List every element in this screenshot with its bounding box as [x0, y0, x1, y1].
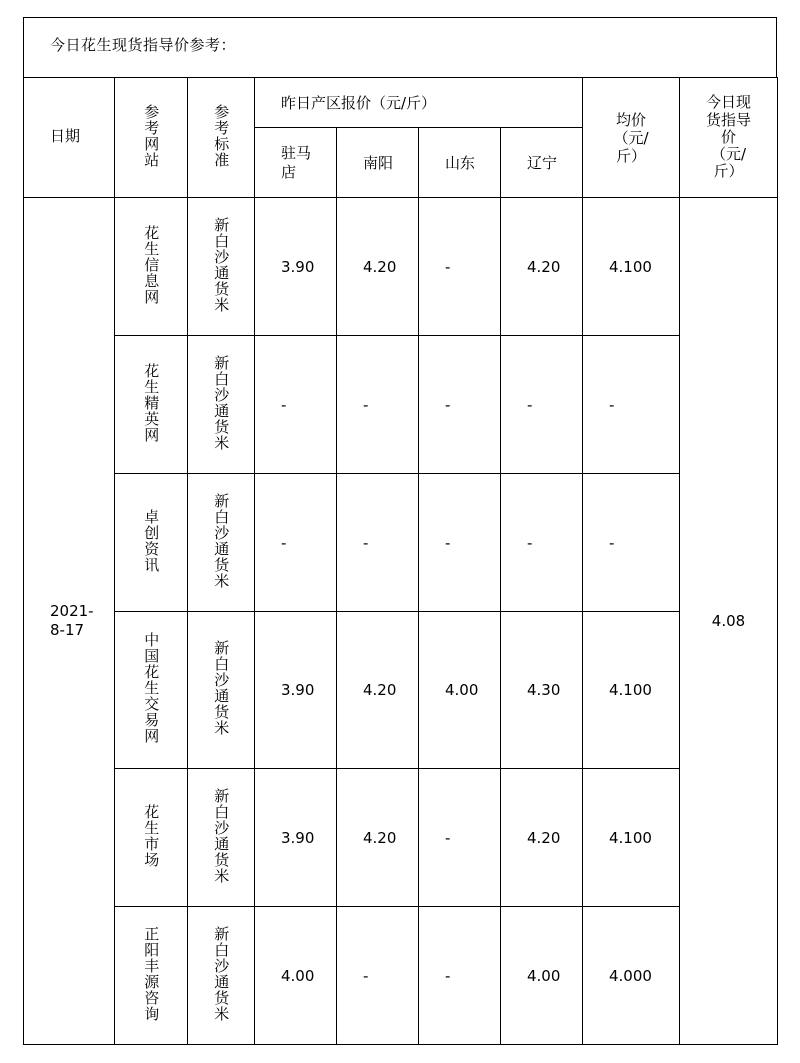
- standard-cell: [188, 336, 255, 474]
- price-sd: -: [419, 474, 501, 612]
- standard-name: 新白沙通货米: [212, 354, 231, 451]
- standard-name: 新白沙通货米: [212, 216, 231, 313]
- price-zmd: 3.90: [255, 612, 337, 769]
- header-region-ln: [501, 128, 583, 198]
- price-ny: 4.20: [337, 612, 419, 769]
- header-region-sd: [419, 128, 501, 198]
- price-ln: -: [501, 474, 583, 612]
- price-avg: -: [583, 474, 680, 612]
- price-sd: -: [419, 336, 501, 474]
- region-label: 驻马店: [281, 143, 312, 181]
- price-ny: -: [337, 336, 419, 474]
- price-ln: 4.20: [501, 769, 583, 907]
- header-site: [115, 78, 188, 198]
- site-cell: [115, 769, 188, 907]
- title-row: [23, 17, 777, 77]
- standard-cell: [188, 612, 255, 769]
- header-today-label: 今日现货指导价（元/斤）: [705, 93, 751, 181]
- price-avg: -: [583, 336, 680, 474]
- header-yesterday-label: 昨日产区报价（元/斤）: [281, 94, 437, 112]
- region-label: 山东: [445, 154, 476, 172]
- site-name: 正阳丰源咨询: [142, 925, 161, 1022]
- header-region-zmd: [255, 128, 337, 198]
- standard-cell: [188, 198, 255, 336]
- site-name: 花生市场: [142, 803, 161, 868]
- header-yesterday-group: [255, 78, 583, 128]
- standard-name: 新白沙通货米: [212, 492, 231, 589]
- site-cell: [115, 907, 188, 1045]
- date-value: 2021-8-17: [50, 602, 94, 639]
- table-row: [24, 474, 778, 612]
- price-zmd: 3.90: [255, 769, 337, 907]
- price-zmd: 4.00: [255, 907, 337, 1045]
- price-ny: -: [337, 907, 419, 1045]
- today-price: 4.08: [711, 612, 746, 630]
- price-zmd: 3.90: [255, 198, 337, 336]
- header-region-ny: [337, 128, 419, 198]
- standard-name: 新白沙通货米: [212, 787, 231, 884]
- region-label: 辽宁: [527, 154, 558, 172]
- standard-cell: [188, 907, 255, 1045]
- price-sd: -: [419, 198, 501, 336]
- price-table: [23, 77, 778, 1045]
- price-zmd: -: [255, 336, 337, 474]
- price-ln: 4.20: [501, 198, 583, 336]
- site-name: 卓创资讯: [142, 508, 161, 573]
- site-name: 中国花生交易网: [142, 632, 161, 744]
- price-ny: 4.20: [337, 769, 419, 907]
- price-ny: 4.20: [337, 198, 419, 336]
- standard-cell: [188, 769, 255, 907]
- standard-name: 新白沙通货米: [212, 640, 231, 736]
- price-avg: 4.100: [583, 198, 680, 336]
- standard-cell: [188, 474, 255, 612]
- price-sd: -: [419, 769, 501, 907]
- header-standard-label: 参考标准: [212, 103, 231, 168]
- header-row-1: [24, 78, 778, 128]
- price-ln: -: [501, 336, 583, 474]
- price-sd: 4.00: [419, 612, 501, 769]
- site-name: 花生信息网: [142, 224, 161, 305]
- table-row: [24, 769, 778, 907]
- table-row: [24, 198, 778, 336]
- header-today: [680, 78, 778, 198]
- price-sd: -: [419, 907, 501, 1045]
- price-ln: 4.00: [501, 907, 583, 1045]
- header-avg: [583, 78, 680, 198]
- price-ny: -: [337, 474, 419, 612]
- standard-name: 新白沙通货米: [212, 925, 231, 1022]
- site-cell: [115, 474, 188, 612]
- table-row: [24, 612, 778, 769]
- page-title: 今日花生现货指导价参考：: [50, 36, 237, 54]
- site-cell: [115, 612, 188, 769]
- today-price-cell: [680, 198, 778, 1045]
- price-avg: 4.100: [583, 612, 680, 769]
- header-date: [24, 78, 115, 198]
- table-row: [24, 907, 778, 1045]
- price-avg: 4.000: [583, 907, 680, 1045]
- region-label: 南阳: [363, 154, 394, 172]
- table-row: [24, 336, 778, 474]
- site-cell: [115, 198, 188, 336]
- price-ln: 4.30: [501, 612, 583, 769]
- price-avg: 4.100: [583, 769, 680, 907]
- date-cell: [24, 198, 115, 1045]
- header-avg-label: 均价（元/斤）: [613, 110, 649, 165]
- header-standard: [188, 78, 255, 198]
- header-site-label: 参考网站: [142, 103, 161, 168]
- header-date-label: 日期: [50, 127, 81, 145]
- price-zmd: -: [255, 474, 337, 612]
- site-name: 花生精英网: [142, 362, 161, 443]
- site-cell: [115, 336, 188, 474]
